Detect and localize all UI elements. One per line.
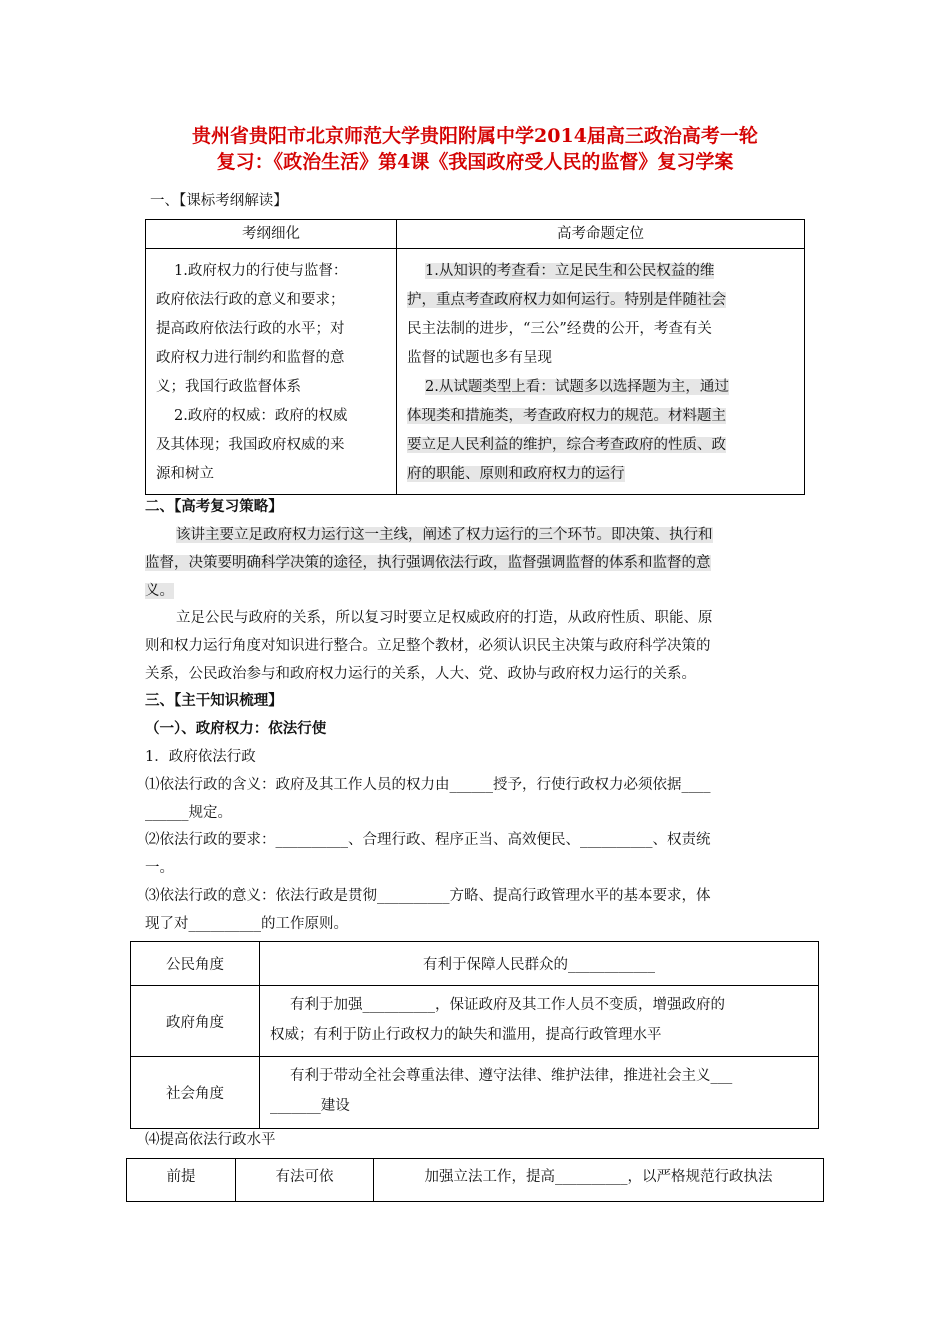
angle-content-cell: 有利于保障人民群众的____________: [260, 942, 819, 986]
syllabus-detail-line: 源和树立: [156, 466, 214, 482]
syllabus-detail-line: 1.政府权力的行使与监督：: [174, 263, 348, 279]
requirements-line-1: ⑵依法行政的要求：__________、合理行政、程序正当、高效便民、__________、权责统: [145, 832, 711, 848]
significance-line-1: ⑶依法行政的意义：依法行政是贯彻__________方略、提高行政管理水平的基本要求，体: [145, 888, 711, 904]
angle-content-line: _______建设: [270, 1098, 350, 1114]
exam-positioning-line: 监督的试题也多有呈现: [407, 350, 552, 366]
syllabus-col1-header: 考纲细化: [146, 220, 397, 249]
syllabus-table: [145, 219, 805, 495]
exam-positioning-line: 民主法制的进步，“三公”经费的公开，考查有关: [407, 321, 712, 337]
meaning-line-1: ⑴依法行政的含义：政府及其工作人员的权力由______授予，行使行政权力必须依据____: [145, 777, 711, 793]
strategy-para2-line: 立足公民与政府的关系，所以复习时要立足权威政府的打造，从政府性质、职能、原: [176, 610, 713, 626]
syllabus-details-cell: [146, 249, 397, 495]
angle-content-cell: [260, 1057, 819, 1129]
document-title-line-1: 贵州省贵阳市北京师范大学贵阳附属中学2014届高三政治高考一轮: [192, 125, 758, 147]
significance-table: [130, 941, 819, 1129]
syllabus-col2-header: 高考命题定位: [397, 220, 805, 249]
angle-cell: 政府角度: [131, 986, 260, 1057]
syllabus-detail-line: 2.政府的权威：政府的权威: [174, 408, 348, 424]
syllabus-detail-line: 政府权力进行制约和监督的意: [156, 350, 345, 366]
premise-label-cell: 前提: [127, 1159, 236, 1202]
improve-heading: ⑷提高依法行政水平: [145, 1132, 276, 1148]
meaning-line-2: ______规定。: [145, 805, 232, 821]
syllabus-detail-line: 义；我国行政监督体系: [156, 379, 301, 395]
strategy-para2-line: 关系，公民政治参与和政府权力运行的关系，人大、党、政协与政府权力运行的关系。: [145, 666, 696, 682]
exam-positioning-cell: [397, 249, 805, 495]
exam-positioning-line: 2.从试题类型上看：试题多以选择题为主，通过: [425, 379, 729, 395]
subsection-1-heading: （一）、政府权力：依法行使: [145, 720, 327, 737]
angle-content-line: 有利于加强__________，保证政府及其工作人员不变质，增强政府的: [290, 997, 725, 1013]
item-1-heading: 1．政府依法行政: [145, 749, 256, 765]
exam-positioning-line: 体现类和措施类，考查政府权力的规范。材料题主: [407, 408, 726, 424]
exam-positioning-line: 府的职能、原则和政府权力的运行: [407, 466, 625, 482]
strategy-para1-line: 义。: [145, 583, 174, 599]
angle-cell: 公民角度: [131, 942, 260, 986]
premise-basis-cell: 有法可依: [236, 1159, 374, 1202]
premise-table: [126, 1158, 824, 1202]
strategy-para1-line: 该讲主要立足政府权力运行这一主线，阐述了权力运行的三个环节。即决策、执行和: [176, 527, 713, 543]
exam-positioning-line: 护，重点考查政府权力如何运行。特别是伴随社会: [407, 292, 726, 308]
requirements-line-2: 一。: [145, 860, 174, 876]
section-3-heading: 三、【主干知识梳理】: [145, 692, 283, 709]
section-2-heading: 二、【高考复习策略】: [145, 498, 283, 515]
exam-positioning-line: 1.从知识的考查看：立足民生和公民权益的维: [425, 263, 715, 279]
strategy-para1-line: 监督，决策要明确科学决策的途径，执行强调依法行政，监督强调监督的体系和监督的意: [145, 555, 711, 571]
angle-content-line: 权威；有利于防止行政权力的缺失和滥用，提高行政管理水平: [270, 1027, 662, 1043]
strategy-para2-line: 则和权力运行角度对知识进行整合。立足整个教材，必须认识民主决策与政府科学决策的: [145, 638, 711, 654]
angle-content-cell: [260, 986, 819, 1057]
exam-positioning-line: 要立足人民利益的维护，综合考查政府的性质、政: [407, 437, 726, 453]
angle-content-line: 有利于带动全社会尊重法律、遵守法律、维护法律，推进社会主义___: [290, 1068, 733, 1084]
syllabus-detail-line: 政府依法行政的意义和要求；: [156, 292, 345, 308]
section-1-heading: 一、【课标考纲解读】: [150, 193, 288, 209]
premise-content-cell: 加强立法工作，提高__________，以严格规范行政执法: [374, 1159, 824, 1202]
syllabus-detail-line: 及其体现；我国政府权威的来: [156, 437, 345, 453]
syllabus-detail-line: 提高政府依法行政的水平；对: [156, 321, 345, 337]
document-title-line-2: 复习：《政治生活》第4课《我国政府受人民的监督》复习学案: [216, 151, 734, 173]
angle-cell: 社会角度: [131, 1057, 260, 1129]
significance-line-2: 现了对__________的工作原则。: [145, 916, 348, 932]
